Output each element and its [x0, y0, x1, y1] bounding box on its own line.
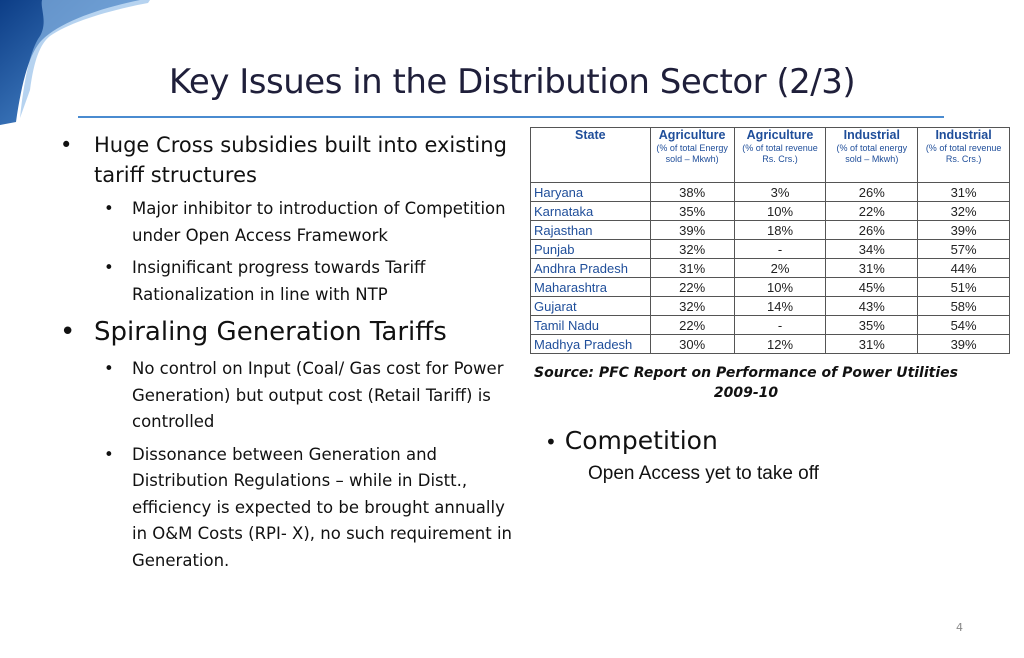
sub-bullet-inhibitor [56, 196, 516, 249]
table-header-row [531, 128, 1010, 183]
percent-cell: 26% [826, 183, 918, 202]
bullet-dot: • [104, 444, 114, 464]
table-row [531, 221, 1010, 240]
state-name-cell: Rajasthan [531, 221, 651, 240]
source-line-1: Source: PFC Report on Performance of Power Utilities [534, 365, 958, 381]
percent-cell: 58% [918, 297, 1010, 316]
bullet-dot: • [60, 133, 73, 157]
bullet-dot: • [545, 430, 557, 454]
percent-cell: 31% [650, 259, 734, 278]
state-name-cell: Karnataka [531, 202, 651, 221]
table-row [531, 335, 1010, 354]
bullet-dot: • [104, 258, 114, 277]
source-line-2: 2009-10 [713, 385, 779, 401]
percent-cell: 44% [918, 259, 1010, 278]
table-row [531, 316, 1010, 335]
percent-cell: 26% [826, 221, 918, 240]
header-agri-energy: Agriculture (% of total Energy sold – Mkwh) [650, 128, 734, 183]
bullet-dot: • [60, 317, 76, 347]
bullet-dot: • [104, 359, 114, 378]
percent-cell: 54% [918, 316, 1010, 335]
slide-title: Key Issues in the Distribution Sector (2/3) [168, 62, 856, 102]
header-ind-energy: Industrial (% of total energy sold – Mkwh) [826, 128, 918, 183]
subsidy-data-table [530, 127, 1010, 354]
state-name-cell: Haryana [531, 183, 651, 202]
sub-bullet-text: Insignificant progress towards Tariff Rationalization in line with NTP [132, 258, 426, 304]
bullet-cross-subsidies [56, 130, 516, 190]
percent-cell: 43% [826, 297, 918, 316]
percent-cell: 22% [650, 316, 734, 335]
percent-cell: 39% [650, 221, 734, 240]
percent-cell: 35% [826, 316, 918, 335]
percent-cell: 45% [826, 278, 918, 297]
competition-heading: Competition [564, 426, 718, 455]
state-name-cell: Gujarat [531, 297, 651, 316]
percent-cell: 32% [650, 297, 734, 316]
percent-cell: 51% [918, 278, 1010, 297]
percent-cell: 22% [826, 202, 918, 221]
percent-cell: 32% [918, 202, 1010, 221]
percent-cell: 14% [734, 297, 826, 316]
table-row [531, 278, 1010, 297]
sub-bullet-text: Dissonance between Generation and Distribution Regulations – while in Distt., efficiency is expected to be brought annually in O&M Costs (RPI- X), no such requirement in Generation. [132, 444, 513, 570]
header-state: State [531, 128, 651, 183]
percent-cell: 34% [826, 240, 918, 259]
percent-cell: 18% [734, 221, 826, 240]
percent-cell: 10% [734, 202, 826, 221]
percent-cell: 39% [918, 221, 1010, 240]
percent-cell: 2% [734, 259, 826, 278]
percent-cell: 30% [650, 335, 734, 354]
percent-cell: 3% [734, 183, 826, 202]
percent-cell: 12% [734, 335, 826, 354]
table-row [531, 240, 1010, 259]
header-ind-revenue: Industrial (% of total revenue Rs. Crs.) [918, 128, 1010, 183]
sub-bullet-rationalization [56, 255, 516, 308]
bullet-generation-tariffs [56, 314, 516, 350]
table-row [531, 202, 1010, 221]
state-name-cell: Andhra Pradesh [531, 259, 651, 278]
sub-bullet-dissonance [56, 442, 516, 575]
percent-cell: 38% [650, 183, 734, 202]
title-divider [78, 116, 944, 118]
state-name-cell: Madhya Pradesh [531, 335, 651, 354]
percent-cell: - [734, 316, 826, 335]
bullet-dot: • [104, 199, 114, 218]
table-row [531, 183, 1010, 202]
percent-cell: 57% [918, 240, 1010, 259]
percent-cell: 31% [918, 183, 1010, 202]
header-agri-revenue: Agriculture (% of total revenue Rs. Crs.) [734, 128, 826, 183]
percent-cell: 31% [826, 259, 918, 278]
state-name-cell: Punjab [531, 240, 651, 259]
percent-cell: 10% [734, 278, 826, 297]
table-row [531, 297, 1010, 316]
percent-cell: 31% [826, 335, 918, 354]
percent-cell: 22% [650, 278, 734, 297]
percent-cell: 32% [650, 240, 734, 259]
table-row [531, 259, 1010, 278]
sub-bullet-text: Major inhibitor to introduction of Competition under Open Access Framework [132, 199, 506, 245]
state-name-cell: Maharashtra [531, 278, 651, 297]
bullet-text: Huge Cross subsidies built into existing tariff structures [94, 133, 507, 187]
sub-bullet-text: No control on Input (Coal/ Gas cost for Power Generation) but output cost (Retail Tariff) is controlled [132, 359, 504, 431]
percent-cell: - [734, 240, 826, 259]
table-source-note [530, 363, 962, 403]
bullet-competition [545, 426, 718, 455]
page-number: 4 [956, 621, 963, 634]
state-name-cell: Tamil Nadu [531, 316, 651, 335]
left-bullet-list [56, 130, 516, 580]
bullet-text: Spiraling Generation Tariffs [94, 317, 447, 347]
competition-detail: Open Access yet to take off [588, 463, 819, 484]
percent-cell: 35% [650, 202, 734, 221]
sub-bullet-input-control [56, 356, 516, 436]
percent-cell: 39% [918, 335, 1010, 354]
